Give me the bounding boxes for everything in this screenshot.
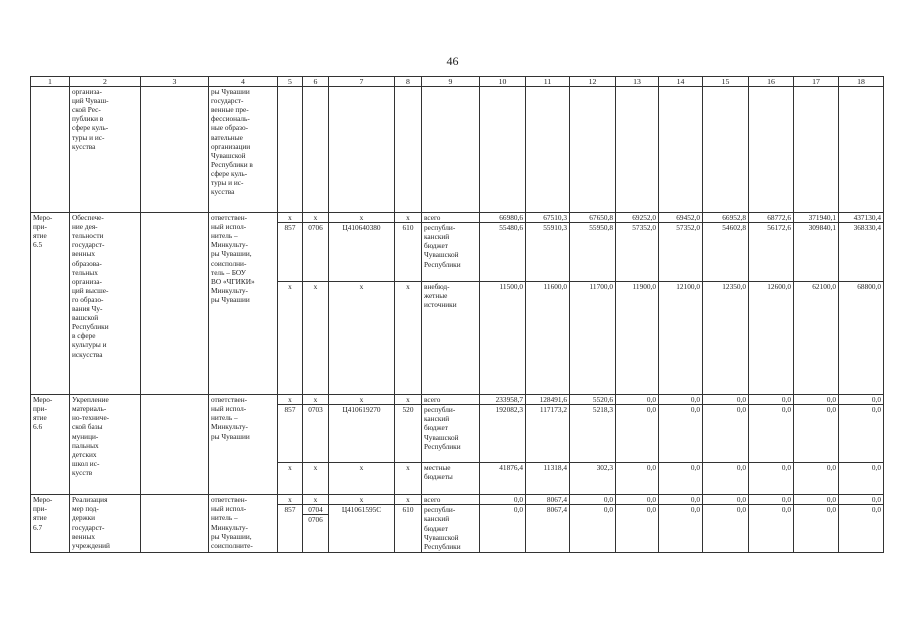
header-cell: 5 — [278, 77, 303, 87]
value-cell: 0,0 — [794, 463, 839, 495]
header-cell: 2 — [70, 77, 141, 87]
code-cell: x — [303, 495, 329, 505]
table-row — [31, 495, 884, 505]
source-cell: местные бюджеты — [422, 463, 480, 495]
value-cell: 0,0 — [703, 495, 749, 505]
header-cell: 14 — [659, 77, 703, 87]
value-cell: 0,0 — [703, 395, 749, 405]
value-cell: 12350,0 — [703, 282, 749, 395]
activity-name-cell: организа- ций Чуваш- ской Рес- публики в сфере куль- туры и ис- кусства — [70, 87, 141, 213]
header-cell: 6 — [303, 77, 329, 87]
header-cell: 11 — [526, 77, 570, 87]
value-cell: 0,0 — [570, 505, 616, 553]
code-cell: x — [278, 213, 303, 223]
code-cell: x — [278, 463, 303, 495]
header-cell: 1 — [31, 77, 70, 87]
value-cell: 0,0 — [659, 405, 703, 463]
value-cell: 0,0 — [616, 505, 659, 553]
code-cell: 857 — [278, 223, 303, 282]
value-cell: 68800,0 — [839, 282, 884, 395]
responsible-cell: ответствен- ный испол- нитель – Минкульту- ры Чувашии — [209, 395, 278, 495]
source-cell: республи- канский бюджет Чувашской Республики — [422, 405, 480, 463]
header-cell: 3 — [141, 77, 209, 87]
value-cell: 68772,6 — [749, 213, 794, 223]
value-cell: 0,0 — [616, 463, 659, 495]
header-cell: 16 — [749, 77, 794, 87]
value-cell: 11600,0 — [526, 282, 570, 395]
code-cell: x — [329, 213, 395, 223]
code-cell: x — [329, 282, 395, 395]
value-cell: 302,3 — [570, 463, 616, 495]
value-cell: 0,0 — [659, 505, 703, 553]
value-cell: 12100,0 — [659, 282, 703, 395]
code-cell: Ц410619270 — [329, 405, 395, 463]
value-cell: 69452,0 — [659, 213, 703, 223]
value-cell: 0,0 — [616, 395, 659, 405]
code-cell: x — [329, 395, 395, 405]
value-cell: 0,0 — [749, 395, 794, 405]
value-cell: 0,0 — [659, 463, 703, 495]
value-cell: 62100,0 — [794, 282, 839, 395]
value-cell: 0,0 — [794, 505, 839, 553]
header-cell: 18 — [839, 77, 884, 87]
value-cell: 0,0 — [794, 495, 839, 505]
activity-label: Меро- при- ятие 6.6 — [31, 395, 70, 495]
value-cell: 192082,3 — [480, 405, 526, 463]
code-cell: Ц41061595С — [329, 505, 395, 553]
source-cell: всего — [422, 395, 480, 405]
value-cell: 309840,1 — [794, 223, 839, 282]
source-cell: всего — [422, 213, 480, 223]
value-cell: 0,0 — [794, 405, 839, 463]
source-cell: республи- канский бюджет Чувашской Республики — [422, 223, 480, 282]
value-cell: 8067,4 — [526, 495, 570, 505]
code-cell: x — [303, 282, 329, 395]
value-cell: 0,0 — [703, 405, 749, 463]
value-cell: 0,0 — [839, 463, 884, 495]
header-cell: 13 — [616, 77, 659, 87]
header-cell: 12 — [570, 77, 616, 87]
header-cell: 17 — [794, 77, 839, 87]
value-cell: 0,0 — [749, 405, 794, 463]
value-cell: 437130,4 — [839, 213, 884, 223]
value-cell: 66952,8 — [703, 213, 749, 223]
value-cell: 67650,8 — [570, 213, 616, 223]
value-cell: 12600,0 — [749, 282, 794, 395]
value-cell: 0,0 — [703, 505, 749, 553]
activity-label: Меро- при- ятие 6.7 — [31, 495, 70, 553]
value-cell: 55910,3 — [526, 223, 570, 282]
code-cell: x — [278, 282, 303, 395]
value-cell: 233958,7 — [480, 395, 526, 405]
value-cell: 368330,4 — [839, 223, 884, 282]
code-cell: 520 — [395, 405, 422, 463]
value-cell: 0,0 — [659, 395, 703, 405]
activity-name-cell: Укрепление материаль- но-техниче- ской базы муници- пальных детских школ ис- кусств — [70, 395, 141, 495]
activity-name-cell: Обеспече- ние дея- тельности государст- венных образова- тельных организа- ций высше- го образо- вания Чу- вашской Республики в сфере культуры и искусства — [70, 213, 141, 395]
value-cell: 11900,0 — [616, 282, 659, 395]
code-cell-part: 0704 — [303, 505, 328, 515]
value-cell: 57352,0 — [616, 223, 659, 282]
value-cell: 0,0 — [839, 405, 884, 463]
value-cell: 117173,2 — [526, 405, 570, 463]
activity-label: Меро- при- ятие 6.5 — [31, 213, 70, 395]
code-cell: x — [278, 495, 303, 505]
value-cell: 0,0 — [616, 405, 659, 463]
value-cell: 371940,1 — [794, 213, 839, 223]
responsible-cell: ры Чувашии государст- венные пре- фессиональ- ные образо- вательные организации Чувашской Республики в сфере куль- туры и ис- кусства — [209, 87, 278, 213]
code-cell-part: 0706 — [308, 515, 323, 525]
code-cell: x — [329, 463, 395, 495]
budget-table — [30, 76, 884, 553]
header-cell: 4 — [209, 77, 278, 87]
responsible-cell: ответствен- ный испол- нитель – Минкульту- ры Чувашии, соисполни- тель – БОУ ВО «ЧГИКИ» Минкульту- ры Чувашии — [209, 213, 278, 395]
value-cell: 0,0 — [480, 505, 526, 553]
value-cell: 11500,0 — [480, 282, 526, 395]
code-cell: x — [329, 495, 395, 505]
value-cell: 0,0 — [839, 505, 884, 553]
header-cell: 10 — [480, 77, 526, 87]
value-cell: 0,0 — [749, 505, 794, 553]
code-cell: x — [395, 213, 422, 223]
code-cell: x — [395, 463, 422, 495]
source-cell: всего — [422, 495, 480, 505]
header-cell: 9 — [422, 77, 480, 87]
value-cell: 0,0 — [659, 495, 703, 505]
source-cell: республи- канский бюджет Чувашской Республики — [422, 505, 480, 553]
value-cell: 11700,0 — [570, 282, 616, 395]
value-cell: 0,0 — [794, 395, 839, 405]
code-cell: x — [395, 395, 422, 405]
code-cell — [303, 505, 329, 553]
code-cell: x — [395, 495, 422, 505]
value-cell: 57352,0 — [659, 223, 703, 282]
code-cell: Ц410640380 — [329, 223, 395, 282]
value-cell: 0,0 — [749, 495, 794, 505]
value-cell: 55950,8 — [570, 223, 616, 282]
value-cell: 66980,6 — [480, 213, 526, 223]
code-cell: x — [303, 395, 329, 405]
value-cell: 0,0 — [480, 495, 526, 505]
header-cell: 15 — [703, 77, 749, 87]
code-cell: 610 — [395, 223, 422, 282]
value-cell: 0,0 — [570, 495, 616, 505]
value-cell: 0,0 — [839, 395, 884, 405]
code-cell: 0706 — [303, 223, 329, 282]
code-cell: 610 — [395, 505, 422, 553]
continuation-row — [31, 87, 884, 213]
value-cell: 54602,8 — [703, 223, 749, 282]
value-cell: 8067,4 — [526, 505, 570, 553]
value-cell: 67510,3 — [526, 213, 570, 223]
header-cell: 8 — [395, 77, 422, 87]
value-cell: 0,0 — [839, 495, 884, 505]
activity-name-cell: Реализация мер под- держки государст- венных учреждений — [70, 495, 141, 553]
code-cell: 0703 — [303, 405, 329, 463]
header-row — [31, 77, 884, 87]
value-cell: 56172,6 — [749, 223, 794, 282]
code-cell: x — [395, 282, 422, 395]
code-cell: 857 — [278, 405, 303, 463]
value-cell: 11318,4 — [526, 463, 570, 495]
value-cell: 55480,6 — [480, 223, 526, 282]
value-cell: 0,0 — [703, 463, 749, 495]
page-number: 46 — [446, 54, 459, 68]
value-cell: 5218,3 — [570, 405, 616, 463]
value-cell: 5520,6 — [570, 395, 616, 405]
header-cell: 7 — [329, 77, 395, 87]
code-cell: x — [278, 395, 303, 405]
code-cell: x — [303, 463, 329, 495]
value-cell: 41876,4 — [480, 463, 526, 495]
code-cell: x — [303, 213, 329, 223]
table-row — [31, 213, 884, 223]
source-cell: внебюд- жетные источники — [422, 282, 480, 395]
value-cell: 128491,6 — [526, 395, 570, 405]
code-cell: 857 — [278, 505, 303, 553]
value-cell: 0,0 — [749, 463, 794, 495]
responsible-cell: ответствен- ный испол- нитель – Минкульту- ры Чувашии, соисполните- — [209, 495, 278, 553]
value-cell: 69252,0 — [616, 213, 659, 223]
value-cell: 0,0 — [616, 495, 659, 505]
table-row — [31, 395, 884, 405]
